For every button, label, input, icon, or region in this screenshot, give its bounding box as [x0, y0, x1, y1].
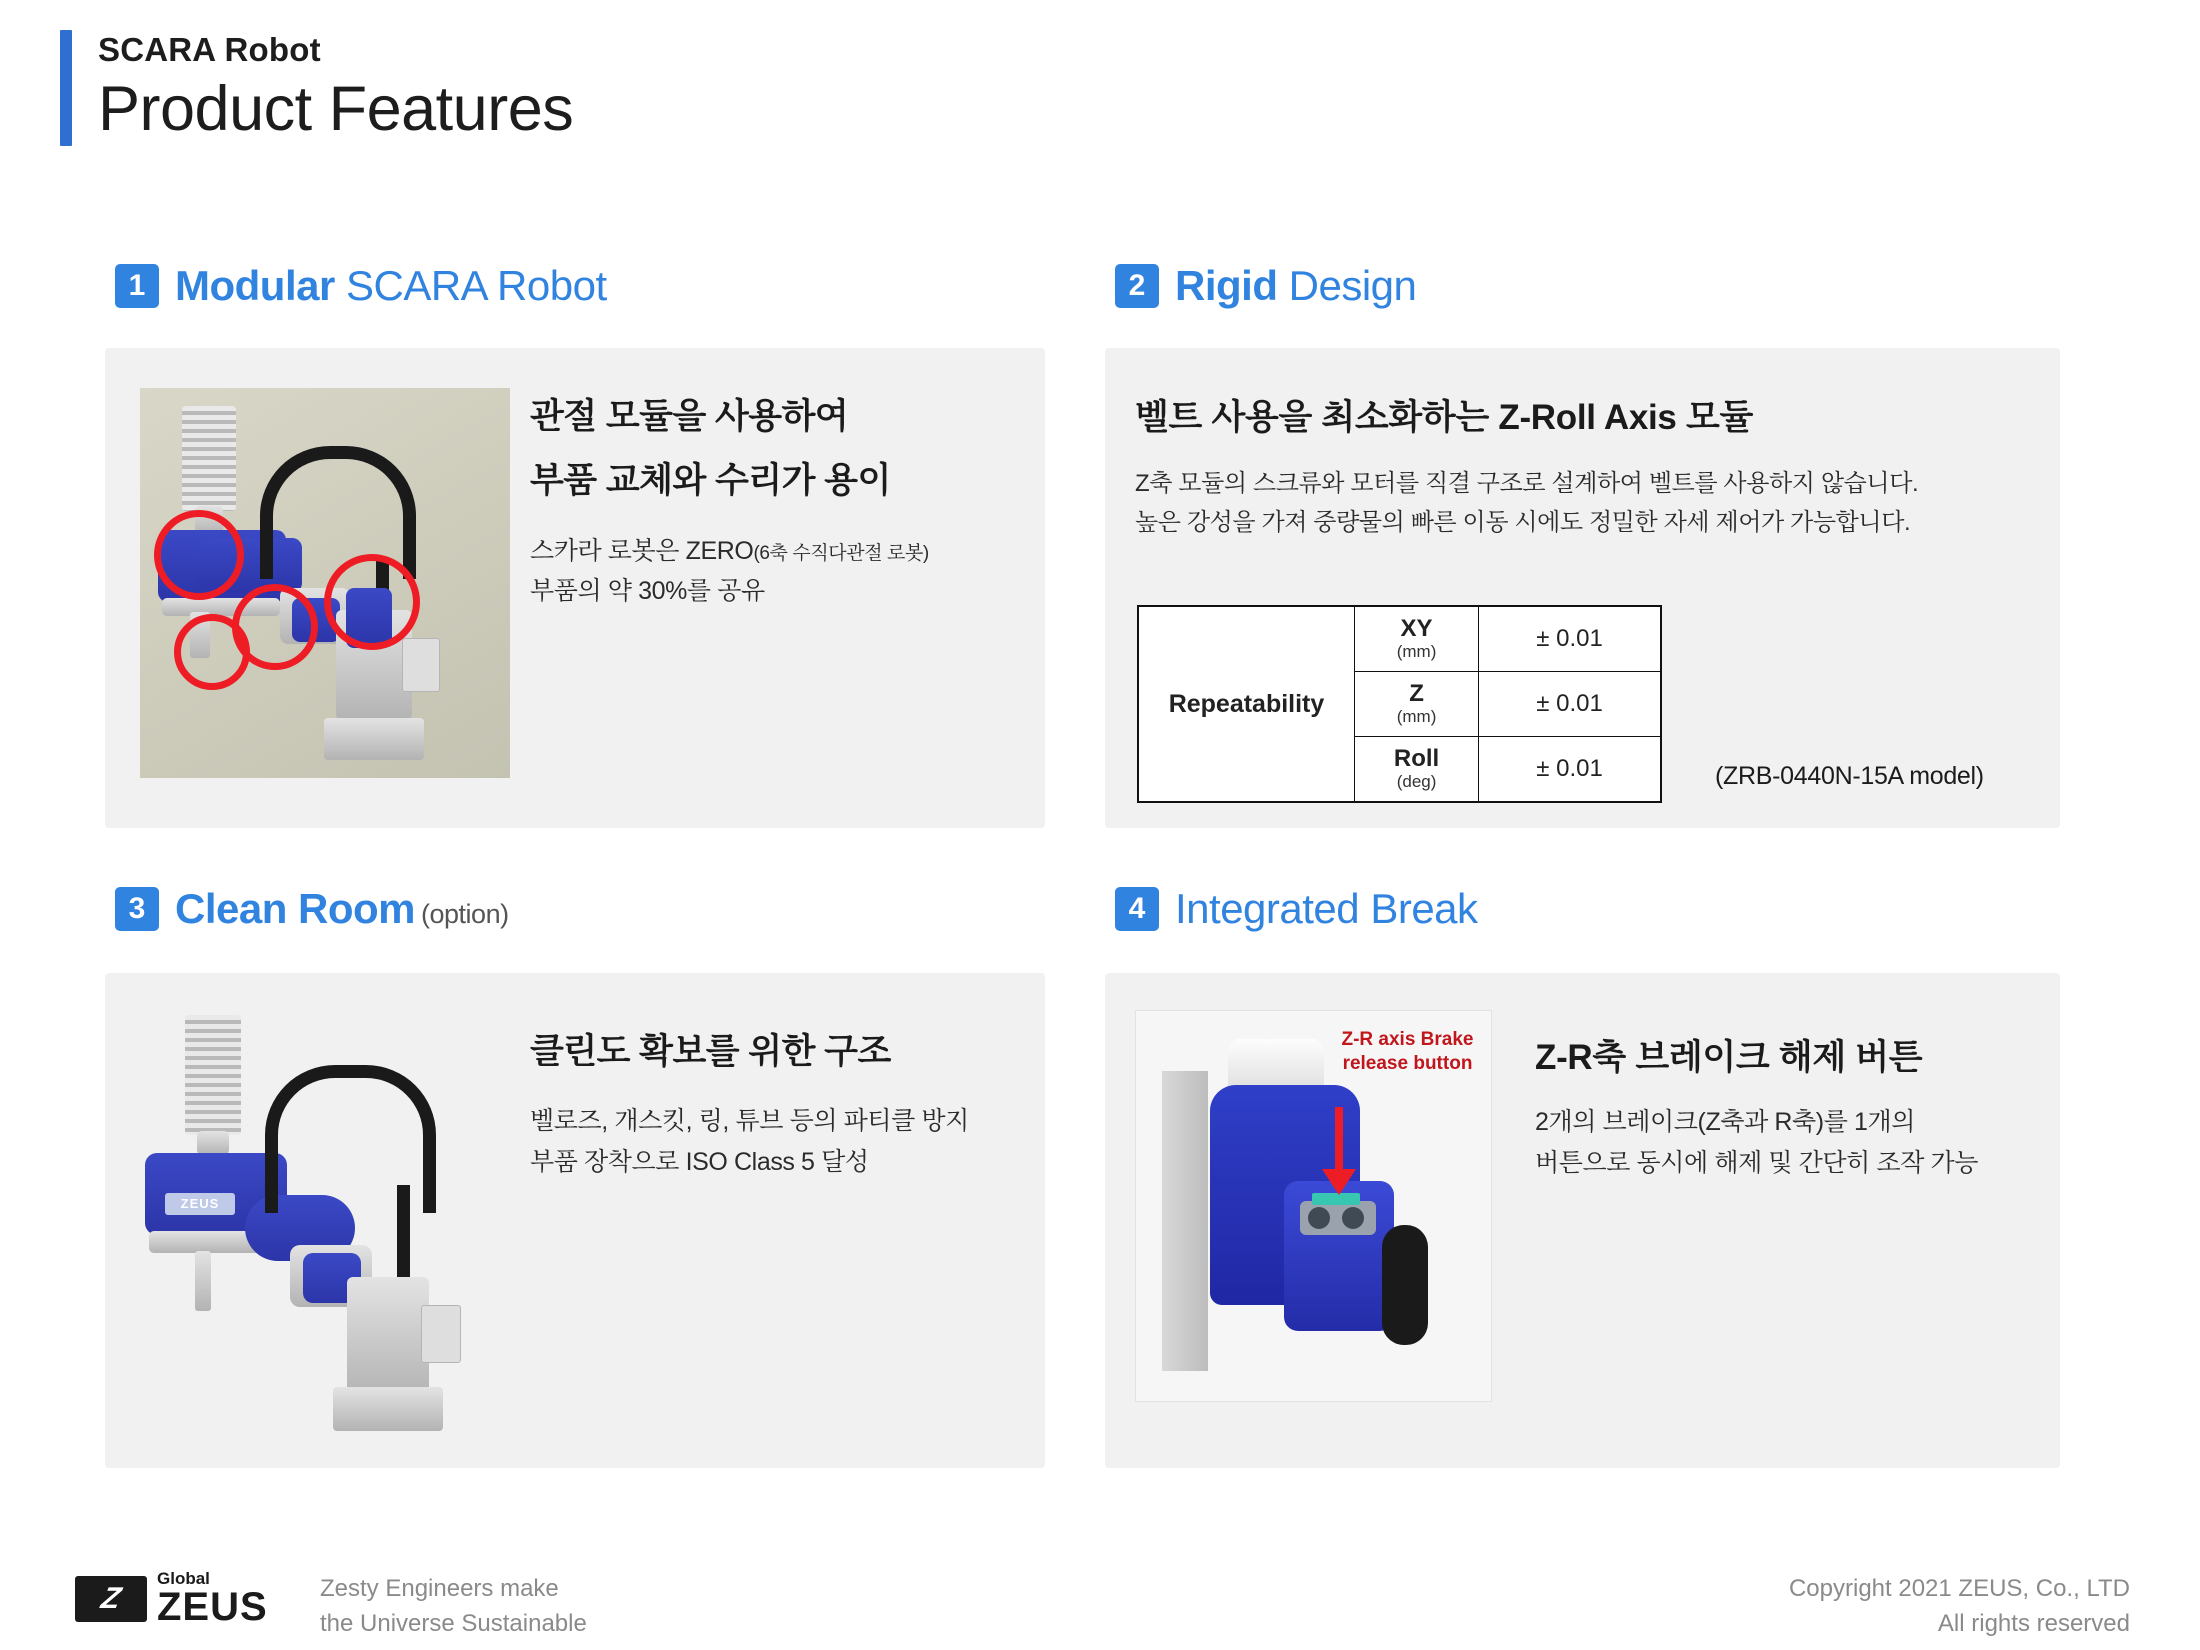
page-title: Product Features	[98, 73, 574, 144]
brake-callout-line1: Z-R axis Brake	[1341, 1029, 1474, 1050]
callout-arrow-shaft	[1335, 1107, 1343, 1171]
brake-callout-label	[1325, 1028, 1490, 1076]
section-title-3-bold: Clean Room	[175, 885, 416, 932]
brake-button-2[interactable]	[1342, 1207, 1364, 1229]
feature-3-title: 클린도 확보를 위한 구조	[530, 1032, 891, 1071]
logo-zeus-text: ZEUS	[157, 1585, 268, 1629]
axis-cell-z	[1355, 672, 1479, 737]
header-text-block	[98, 30, 573, 146]
footer-copyright	[1789, 1572, 2130, 1642]
footer-copyright-line1: Copyright 2021 ZEUS, Co., LTD	[1788, 1575, 2130, 1602]
section-title-2-light: Design	[1277, 262, 1417, 309]
model-note: (ZRB-0440N-15A model)	[1715, 762, 1984, 790]
section-title-1-bold: Modular	[175, 262, 335, 309]
footer-slogan-line1: Zesty Engineers make	[320, 1575, 559, 1602]
cleanroom-column	[347, 1277, 429, 1397]
feature-4-title: Z-R축 브레이크 해제 버튼	[1535, 1038, 1923, 1077]
cleanroom-z-collar	[197, 1131, 229, 1155]
axis-value-xy: ± 0.01	[1479, 606, 1661, 672]
feature-3-text	[530, 1025, 1000, 1182]
axis-name-z: Z	[1409, 680, 1424, 708]
section-title-1-light: SCARA Robot	[334, 262, 607, 309]
feature-4-desc-line1: 2개의 브레이크(Z축과 R축)를 1개의	[1535, 1108, 1916, 1136]
company-logo	[75, 1570, 268, 1627]
cleanroom-z-rod	[195, 1251, 211, 1311]
scara-robot-photo-2	[125, 995, 525, 1445]
highlight-circle-1	[154, 510, 244, 600]
axis-value-roll: ± 0.01	[1479, 737, 1661, 803]
section-title-2	[1175, 262, 1416, 310]
footer-slogan-line2: the Universe Sustainable	[320, 1609, 587, 1637]
callout-arrow-head	[1322, 1169, 1356, 1195]
zeus-logo-z-glyph: Z	[98, 1581, 124, 1615]
brake-button-1[interactable]	[1308, 1207, 1330, 1229]
connector-box	[402, 638, 440, 692]
cleanroom-cable-harness	[265, 1065, 436, 1213]
feature-1-desc-line1a: 스카라 로봇은 ZERO	[530, 536, 754, 565]
cleanroom-base-plate	[333, 1387, 443, 1431]
section-number-1: 1	[115, 264, 159, 308]
section-number-3: 3	[115, 887, 159, 931]
section-title-3	[175, 885, 509, 933]
axis-cell-roll	[1355, 737, 1479, 803]
zeus-logo-mark	[75, 1576, 147, 1622]
section-heading-3	[115, 885, 509, 933]
section-title-3-option: (option)	[421, 899, 509, 929]
table-row	[1138, 606, 1661, 672]
scara-robot-photo-1	[140, 388, 510, 778]
feature-1-text	[530, 390, 1000, 612]
feature-2-para-line1: Z축 모듈의 스크류와 모터를 직결 구조로 설계하여 벨트를 사용하지 않습니다.	[1135, 470, 1919, 497]
header-eyebrow: SCARA Robot	[98, 31, 321, 68]
section-title-2-bold: Rigid	[1175, 262, 1278, 309]
section-heading-1	[115, 262, 607, 310]
logo-global-text: Global	[157, 1569, 210, 1588]
section-number-4: 4	[1115, 887, 1159, 931]
page-header	[60, 30, 573, 146]
bellows-part	[182, 406, 236, 511]
axis-name-roll: Roll	[1393, 745, 1440, 773]
feature-2-para-line2: 높은 강성을 가져 중량물의 빠른 이동 시에도 정밀한 자세 제어가 가능합니다.	[1135, 508, 1911, 536]
section-title-1	[175, 262, 607, 310]
robot-base-plate	[324, 718, 424, 760]
feature-3-desc-line2: 부품 장착으로 ISO Class 5 달성	[530, 1147, 869, 1176]
photo-dark-element	[1382, 1225, 1428, 1345]
section-heading-4	[1115, 885, 1478, 933]
section-number-2: 2	[1115, 264, 1159, 308]
robot-brand-label: ZEUS	[165, 1193, 235, 1215]
cleanroom-bellows	[185, 1015, 241, 1135]
highlight-circle-3	[232, 584, 318, 670]
brake-callout-line2: release button	[1342, 1052, 1473, 1074]
feature-1-title-line1: 관절 모듈을 사용하여	[530, 397, 849, 436]
section-title-4-light: Integrated Break	[1175, 885, 1478, 932]
highlight-circle-4	[324, 554, 420, 650]
feature-2-paragraph	[1135, 465, 2035, 543]
axis-unit-z: (mm)	[1396, 706, 1437, 726]
section-title-4	[1175, 885, 1478, 933]
footer-copyright-line2: All rights reserved	[1937, 1609, 2130, 1637]
axis-value-z: ± 0.01	[1479, 672, 1661, 737]
axis-name-xy: XY	[1400, 615, 1433, 643]
axis-unit-roll: (deg)	[1396, 771, 1437, 791]
zeus-logo-wordmark	[157, 1570, 268, 1627]
axis-unit-xy: (mm)	[1396, 641, 1437, 661]
feature-1-title-line2: 부품 교체와 수리가 용이	[530, 461, 891, 501]
feature-1-desc-line2: 부품의 약 30%를 공유	[530, 577, 765, 605]
robot-rail	[1162, 1071, 1208, 1371]
feature-1-desc-line1b: (6축 수직다관절 로봇)	[753, 542, 929, 564]
repeatability-label: Repeatability	[1138, 606, 1355, 802]
footer-slogan	[320, 1572, 587, 1642]
cleanroom-connector-box	[421, 1305, 461, 1363]
feature-3-desc-line1: 벨로즈, 개스킷, 링, 튜브 등의 파티클 방지	[530, 1107, 969, 1136]
section-heading-2	[1115, 262, 1416, 310]
axis-cell-xy	[1355, 606, 1479, 672]
feature-4-desc-line2: 버튼으로 동시에 해제 및 간단히 조작 가능	[1535, 1148, 1979, 1177]
feature-2-title: 벨트 사용을 최소화하는 Z-Roll Axis 모듈	[1135, 398, 1754, 437]
repeatability-table	[1137, 605, 1662, 803]
feature-4-text	[1535, 1030, 2035, 1183]
header-accent-bar	[60, 30, 72, 146]
